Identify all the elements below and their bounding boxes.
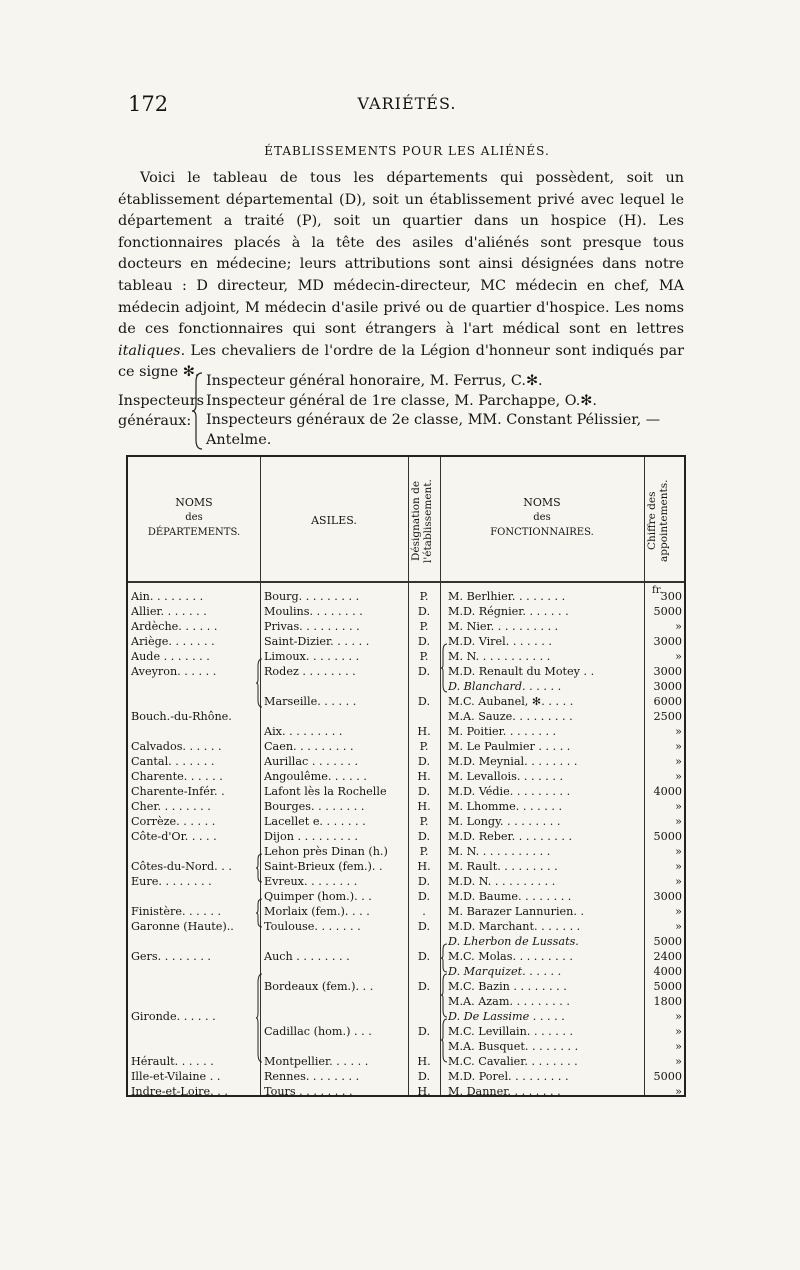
brace-bouches-du-rhone	[256, 658, 264, 708]
brace-cadillac	[441, 1018, 449, 1063]
table-row	[128, 679, 684, 694]
asylum-cell: Aix. . . . . . . . .	[264, 725, 343, 738]
asylum-cell: Lafont lès la Rochelle	[264, 785, 387, 798]
official-name-cell: M.A. Busquet. . . . . . . .	[448, 1040, 579, 1053]
asylum-cell: Toulouse. . . . . . .	[264, 920, 361, 933]
table-row	[128, 739, 684, 754]
table-row	[128, 649, 684, 664]
designation-cell: P.	[419, 845, 429, 858]
table-row	[128, 694, 684, 709]
designation-cell: P.	[419, 650, 429, 663]
designation-cell: D.	[417, 890, 431, 903]
department-cell: Calvados. . . . . .	[131, 740, 222, 753]
table-row	[128, 994, 684, 1009]
designation-cell: D.	[417, 755, 431, 768]
salary-cell: 5000	[653, 980, 682, 993]
table-row	[128, 859, 684, 874]
official-name-cell: M.D. Régnier. . . . . . .	[448, 605, 569, 618]
department-cell: Ariège. . . . . . .	[131, 635, 215, 648]
official-name-cell: M.D. Marchant. . . . . . .	[448, 920, 581, 933]
department-cell: Indre-et-Loire. . .	[131, 1085, 228, 1098]
brace-marseille	[441, 643, 449, 693]
asylum-cell: Dijon . . . . . . . . .	[264, 830, 358, 843]
asylum-cell: Montpellier. . . . . .	[264, 1055, 369, 1068]
salary-cell: »	[675, 920, 682, 933]
salary-cell: 4000	[653, 965, 682, 978]
department-cell: Côtes-du-Nord. . .	[131, 860, 232, 873]
official-name-cell: M. Barazer Lannurien. .	[448, 905, 585, 918]
department-cell: Charente. . . . . .	[131, 770, 223, 783]
salary-cell: »	[675, 620, 682, 633]
designation-cell: P.	[419, 740, 429, 753]
brace-gers	[441, 943, 449, 973]
table-row	[128, 814, 684, 829]
designation-cell: D.	[417, 605, 431, 618]
official-name-cell: M.C. Aubanel, ✻. . . . .	[448, 695, 574, 708]
designation-cell: D.	[417, 785, 431, 798]
asylum-cell: Moulins. . . . . . . .	[264, 605, 363, 618]
table-row	[128, 604, 684, 619]
asylum-cell: Caen. . . . . . . . .	[264, 740, 354, 753]
header-fonctionnaires: NOMS des FONCTIONNAIRES.	[490, 496, 594, 538]
salary-cell: »	[675, 725, 682, 738]
official-name-cell: M. Poitier. . . . . . . .	[448, 725, 557, 738]
salary-cell: 5000	[653, 935, 682, 948]
asylum-cell: Bourges. . . . . . . .	[264, 800, 365, 813]
header-appointements: Chiffre des appointements.	[646, 479, 670, 563]
designation-cell: .	[422, 905, 426, 918]
table-row	[128, 1054, 684, 1069]
department-cell: Gironde. . . . . .	[131, 1010, 216, 1023]
designation-cell: D.	[417, 635, 431, 648]
table-row	[128, 949, 684, 964]
inspector-line: Inspecteur général honoraire, M. Ferrus, C.✻.	[206, 373, 543, 389]
salary-cell: »	[675, 755, 682, 768]
department-cell: Eure. . . . . . . .	[131, 875, 212, 888]
asylum-cell: Lacellet e. . . . . . .	[264, 815, 366, 828]
salary-cell: »	[675, 1055, 682, 1068]
official-name-cell: D. Marquizet. . . . . .	[448, 965, 562, 978]
asylum-table	[126, 455, 686, 1097]
asylum-cell: Evreux. . . . . . . .	[264, 875, 358, 888]
official-name-cell: M. N. . . . . . . . . . .	[448, 845, 551, 858]
salary-cell: »	[675, 800, 682, 813]
inspectors-label: Inspecteurs généraux:	[118, 393, 204, 429]
official-name-cell: M. Nier. . . . . . . . . .	[448, 620, 559, 633]
salary-cell: 4000	[653, 785, 682, 798]
designation-cell: D.	[417, 830, 431, 843]
table-row	[128, 589, 684, 604]
designation-cell: D.	[417, 1070, 431, 1083]
intro-paragraph	[118, 168, 684, 384]
department-cell: Finistère. . . . . .	[131, 905, 222, 918]
salary-cell: 2500	[653, 710, 682, 723]
department-cell: Hérault. . . . . .	[131, 1055, 214, 1068]
department-cell: Côte-d'Or. . . . .	[131, 830, 217, 843]
designation-cell: H.	[417, 1085, 431, 1098]
department-cell: Ardèche. . . . . .	[131, 620, 218, 633]
official-name-cell: M. Longy. . . . . . . . .	[448, 815, 561, 828]
header-asiles: ASILES.	[311, 514, 357, 527]
salary-cell: »	[675, 860, 682, 873]
page-number: 172	[128, 92, 169, 116]
intro-italic-word: italiques	[118, 342, 181, 359]
official-name-cell: M.A. Sauze. . . . . . . . .	[448, 710, 573, 723]
salary-cell: »	[675, 770, 682, 783]
official-name-cell: D. Blanchard. . . . . .	[448, 680, 562, 693]
department-cell: Ille-et-Vilaine . .	[131, 1070, 221, 1083]
department-cell: Cher. . . . . . . .	[131, 800, 211, 813]
designation-cell: D.	[417, 665, 431, 678]
page-header	[128, 92, 686, 114]
salary-cell: »	[675, 740, 682, 753]
salary-cell: 3000	[653, 635, 682, 648]
department-cell: Gers. . . . . . . .	[131, 950, 211, 963]
designation-cell: D.	[417, 875, 431, 888]
table-row	[128, 724, 684, 739]
table-row	[128, 844, 684, 859]
inspectors-lines	[206, 372, 676, 450]
department-cell: Aude . . . . . . .	[131, 650, 210, 663]
department-cell: Aveyron. . . . . .	[131, 665, 217, 678]
salary-cell: 5000	[653, 1070, 682, 1083]
asylum-cell: Angoulême. . . . . .	[264, 770, 367, 783]
designation-cell: H.	[417, 1055, 431, 1068]
header-designation: Désignation de l'établissement.	[410, 479, 434, 563]
asylum-cell: Saint-Dizier. . . . . .	[264, 635, 370, 648]
designation-cell: D.	[417, 950, 431, 963]
table-row	[128, 904, 684, 919]
designation-cell: P.	[419, 590, 429, 603]
table-row	[128, 934, 684, 949]
asylum-cell: Auch . . . . . . . .	[264, 950, 350, 963]
asylum-cell: Bordeaux (fem.). . .	[264, 980, 374, 993]
brace-bordeaux	[441, 973, 449, 1018]
inspectors-brace	[192, 372, 204, 450]
salary-cell: »	[675, 875, 682, 888]
designation-cell: D.	[417, 980, 431, 993]
asylum-cell: Marseille. . . . . .	[264, 695, 357, 708]
unit-label: fr.	[652, 585, 663, 596]
official-name-cell: M. N. . . . . . . . . . .	[448, 650, 551, 663]
brace-finistere	[256, 898, 264, 928]
table-row	[128, 619, 684, 634]
official-name-cell: M.D. Védie. . . . . . . . .	[448, 785, 571, 798]
section-title: ÉTABLISSEMENTS POUR LES ALIÉNÉS.	[264, 144, 550, 158]
department-cell: Allier. . . . . . .	[131, 605, 207, 618]
asylum-cell: Saint-Brieux (fem.). .	[264, 860, 383, 873]
inspector-line: Inspecteurs généraux de 2e classe, MM. Constant Pélissier, — Antelme.	[206, 412, 661, 448]
table-row	[128, 829, 684, 844]
intro-text-1: Voici le tableau de tous les départements qui possèdent, soit un établissement départemental (D), soit un établissement privé avec lequel le département a traité (P), soit un quartier dans un hospice (H). Les fonctionnaires placés à la tête des asiles d'aliénés sont presque tous docteurs en médecine; leurs attributions sont ainsi désignées dans notre tableau : D directeur, MD médecin-directeur, MC médecin en chef, MA médecin adjoint, M médecin d'asile privé ou de quartier d'hospice. Les noms de ces fonctionnaires qui sont étrangers à l'art médical sont en lettres	[118, 170, 684, 338]
table-row	[128, 1024, 684, 1039]
salary-cell: »	[675, 905, 682, 918]
inspector-line: Inspecteur général de 1re classe, M. Parchappe, O.✻.	[206, 392, 597, 409]
table-row	[128, 664, 684, 679]
salary-cell: 3000	[653, 890, 682, 903]
official-name-cell: M.C. Cavalier. . . . . . . .	[448, 1055, 578, 1068]
table-row	[128, 1069, 684, 1084]
designation-cell: P.	[419, 620, 429, 633]
salary-cell: »	[675, 1010, 682, 1023]
table-row	[128, 889, 684, 904]
salary-cell: 2400	[653, 950, 682, 963]
official-name-cell: M.C. Molas. . . . . . . . .	[448, 950, 573, 963]
salary-cell: 6000	[653, 695, 682, 708]
official-name-cell: D. Lherbon de Lussats.	[448, 935, 579, 948]
table-row	[128, 754, 684, 769]
salary-cell: 300	[660, 590, 682, 603]
table-row	[128, 964, 684, 979]
asylum-cell: Tours . . . . . . . .	[264, 1085, 353, 1098]
official-name-cell: M.A. Azam. . . . . . . . .	[448, 995, 570, 1008]
asylum-cell: Limoux. . . . . . . .	[264, 650, 360, 663]
asylum-cell: Rennes. . . . . . . .	[264, 1070, 360, 1083]
official-name-cell: M.C. Levillain. . . . . . .	[448, 1025, 574, 1038]
table-row	[128, 1084, 684, 1099]
designation-cell: D.	[417, 920, 431, 933]
table-row	[128, 799, 684, 814]
official-name-cell: M.D. Reber. . . . . . . . .	[448, 830, 573, 843]
official-name-cell: M.D. Meynial. . . . . . . .	[448, 755, 578, 768]
inspectors-block	[118, 372, 688, 452]
official-name-cell: M.D. Virel. . . . . . .	[448, 635, 552, 648]
designation-cell: H.	[417, 860, 431, 873]
table-row	[128, 979, 684, 994]
table-row	[128, 634, 684, 649]
running-head: VARIÉTÉS.	[357, 94, 457, 113]
salary-cell: 3000	[653, 680, 682, 693]
department-cell: Corrèze. . . . . .	[131, 815, 216, 828]
salary-cell: »	[675, 845, 682, 858]
table-row	[128, 1009, 684, 1024]
salary-cell: 5000	[653, 830, 682, 843]
department-cell: Garonne (Haute)..	[131, 920, 234, 933]
department-cell: Charente-Infér. .	[131, 785, 225, 798]
salary-cell: »	[675, 815, 682, 828]
official-name-cell: M.D. Renault du Motey . .	[448, 665, 595, 678]
header-rule	[128, 581, 684, 583]
official-name-cell: D. De Lassime . . . . .	[448, 1010, 565, 1023]
official-name-cell: M.D. Porel. . . . . . . . .	[448, 1070, 569, 1083]
designation-cell: D.	[417, 1025, 431, 1038]
department-cell: Bouch.-du-Rhône.	[131, 710, 232, 723]
table-row	[128, 919, 684, 934]
asylum-cell: Rodez . . . . . . . .	[264, 665, 356, 678]
table-row	[128, 709, 684, 724]
asylum-cell: Morlaix (fem.). . . .	[264, 905, 370, 918]
brace-cotes-du-nord	[256, 853, 264, 883]
asylum-cell: Privas. . . . . . . . .	[264, 620, 360, 633]
official-name-cell: M.C. Bazin . . . . . . . .	[448, 980, 567, 993]
official-name-cell: M. Le Paulmier . . . . .	[448, 740, 571, 753]
header-departements: NOMS des DÉPARTEMENTS.	[147, 496, 241, 538]
intro-text-2: . Les chevaliers de l'ordre de la Légion d'honneur sont indiqués par ce signe ✻.	[118, 342, 684, 381]
official-name-cell: M. Danner. . . . . . . .	[448, 1085, 561, 1098]
salary-cell: »	[675, 1040, 682, 1053]
asylum-cell: Lehon près Dinan (h.)	[264, 845, 388, 858]
salary-cell: »	[675, 1025, 682, 1038]
salary-cell: 3000	[653, 665, 682, 678]
official-name-cell: M. Berlhier. . . . . . . .	[448, 590, 566, 603]
table-row	[128, 769, 684, 784]
asylum-cell: Cadillac (hom.) . . .	[264, 1025, 372, 1038]
salary-cell: »	[675, 1085, 682, 1098]
designation-cell: H.	[417, 725, 431, 738]
official-name-cell: M. Lhomme. . . . . . .	[448, 800, 563, 813]
brace-gironde	[256, 973, 264, 1063]
salary-cell: 5000	[653, 605, 682, 618]
table-row	[128, 784, 684, 799]
asylum-cell: Quimper (hom.). . .	[264, 890, 372, 903]
official-name-cell: M.D. Baume. . . . . . . .	[448, 890, 572, 903]
department-cell: Ain. . . . . . . .	[131, 590, 204, 603]
asylum-cell: Aurillac . . . . . . .	[264, 755, 359, 768]
designation-cell: H.	[417, 800, 431, 813]
designation-cell: H.	[417, 770, 431, 783]
department-cell: Cantal. . . . . . .	[131, 755, 215, 768]
salary-cell: 1800	[653, 995, 682, 1008]
salary-cell: »	[675, 650, 682, 663]
official-name-cell: M.D. N. . . . . . . . . .	[448, 875, 556, 888]
official-name-cell: M. Rault. . . . . . . . .	[448, 860, 558, 873]
table-row	[128, 1039, 684, 1054]
designation-cell: D.	[417, 695, 431, 708]
official-name-cell: M. Levallois. . . . . . .	[448, 770, 564, 783]
asylum-cell: Bourg. . . . . . . . .	[264, 590, 360, 603]
designation-cell: P.	[419, 815, 429, 828]
table-row	[128, 874, 684, 889]
